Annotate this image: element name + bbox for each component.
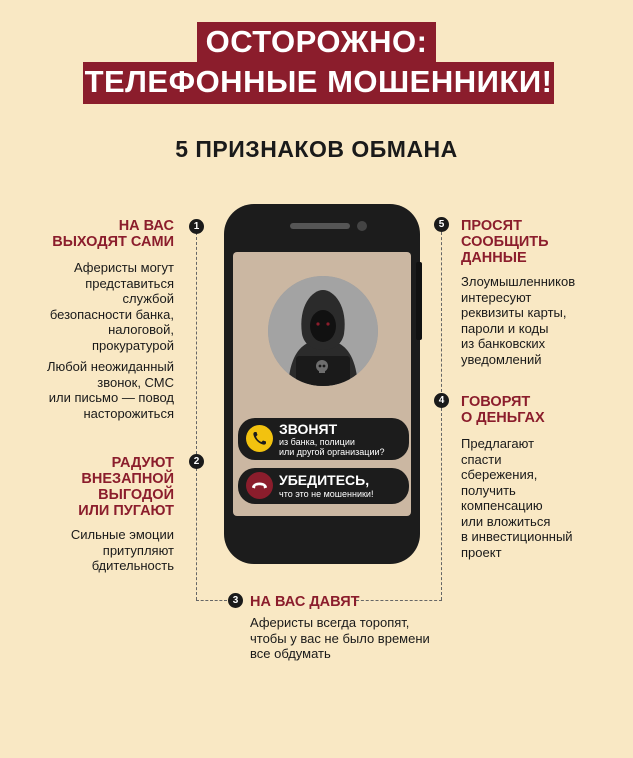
sign-1-note — [20, 359, 174, 421]
incoming-call-banner — [238, 418, 409, 460]
phone-decline-icon — [246, 472, 273, 499]
sign-4-text-line: проект — [461, 544, 502, 560]
sign-badge-4: 4 — [434, 393, 449, 408]
subtitle: 5 ПРИЗНАКОВ ОБМАНА — [175, 136, 458, 162]
sign-5-text-line: пароли и коды — [461, 320, 549, 336]
call-2-title: УБЕДИТЕСЬ, — [279, 472, 370, 488]
sign-1-text-line: службой — [122, 291, 174, 306]
sign-4-text-line: компенсацию — [461, 498, 543, 513]
sign-2-heading-line: ВНЕЗАПНОЙ — [81, 471, 174, 487]
sign-4-text-line: Предлагают — [461, 436, 535, 451]
sign-1-heading-line: НА ВАС — [118, 218, 174, 234]
sign-1-text — [20, 260, 174, 353]
verify-call-banner — [238, 468, 409, 504]
sign-4-text-line: получить — [461, 482, 516, 498]
sign-badge-3: 3 — [228, 593, 243, 608]
sign-3-text-line: чтобы у вас не было времени — [250, 630, 430, 646]
sign-2-text-line: Сильные эмоции — [70, 527, 174, 542]
sign-1-text-line: налоговой, — [108, 322, 174, 337]
phone-side-button — [416, 262, 422, 340]
sign-5-text-line: уведомлений — [461, 351, 542, 367]
call-2-subtitle — [279, 489, 407, 499]
sign-4-heading-line: О ДЕНЬГАХ — [461, 410, 545, 426]
sign-1-note-line: Любой неожиданный — [46, 359, 174, 374]
sign-1-text-line: безопасности банка, — [49, 306, 174, 322]
sign-4-text-line: спасти — [461, 451, 502, 467]
title-line-2: ТЕЛЕФОННЫЕ МОШЕННИКИ! — [83, 62, 554, 104]
connector-line-left-lower — [196, 468, 197, 600]
sign-5-text-line: из банковских — [461, 336, 546, 351]
sign-4-text-line: сбережения, — [461, 467, 538, 482]
sign-4-heading — [461, 394, 611, 426]
sign-2-text-line: притупляют — [102, 542, 174, 558]
sign-4-text-line: в инвестиционный — [461, 529, 573, 544]
sign-5-heading-line: ДАННЫЕ — [461, 250, 527, 266]
sign-3-text-line: все обдумать — [250, 646, 331, 661]
sign-4-heading-line: ГОВОРЯТ — [461, 394, 531, 410]
connector-line-left-upper — [196, 232, 197, 454]
sign-1-heading — [20, 218, 174, 250]
sign-3-text — [250, 615, 450, 662]
sign-5-text — [461, 274, 626, 367]
sign-1-heading-line: ВЫХОДЯТ САМИ — [52, 234, 174, 250]
sign-5-text-line: реквизиты карты, — [461, 305, 567, 320]
sign-2-heading-line: РАДУЮТ — [111, 455, 174, 471]
sign-2-heading — [20, 455, 174, 519]
sign-3-heading: НА ВАС ДАВЯТ — [250, 594, 360, 610]
sign-badge-1: 1 — [189, 219, 204, 234]
phone-speaker — [290, 223, 350, 229]
sign-1-note-line: или письмо — повод — [48, 390, 174, 405]
connector-line-right-lower — [441, 408, 442, 600]
connector-line-bottom-left — [196, 600, 227, 601]
sign-1-text-line: прокуратурой — [91, 337, 174, 353]
sign-2-text — [20, 527, 174, 574]
phone-answer-icon — [246, 425, 273, 452]
title-line-1: ОСТОРОЖНО: — [197, 22, 436, 64]
call-2-subtitle-line: что это не мошенники! — [279, 489, 374, 499]
sign-5-text-line: Злоумышленников — [461, 274, 576, 289]
sign-badge-2: 2 — [189, 454, 204, 469]
sign-1-note-line: звонок, СМС — [97, 374, 174, 390]
sign-1-text-line: представиться — [85, 275, 174, 291]
sign-2-heading-line: ВЫГОДОЙ — [98, 487, 174, 503]
call-1-subtitle-line: из банка, полиции — [279, 437, 355, 447]
sign-1-text-line: Аферисты могут — [73, 260, 174, 275]
sign-2-text-line: бдительность — [91, 558, 174, 573]
phone-camera — [357, 221, 367, 231]
call-1-title: ЗВОНЯТ — [279, 421, 338, 437]
connector-line-right-upper — [441, 232, 442, 392]
sign-4-text-line: или вложиться — [461, 513, 551, 529]
sign-5-heading-line: ПРОСЯТ — [461, 218, 522, 234]
sign-5-heading-line: СООБЩИТЬ — [461, 234, 549, 250]
sign-5-heading — [461, 218, 611, 266]
call-1-subtitle — [279, 437, 407, 457]
sign-4-text — [461, 436, 626, 560]
call-1-subtitle-line: или другой организации? — [279, 447, 385, 457]
skull-icon — [313, 358, 331, 376]
sign-1-note-line: насторожиться — [83, 405, 174, 421]
sign-badge-5: 5 — [434, 217, 449, 232]
sign-5-text-line: интересуют — [461, 289, 532, 305]
sign-3-text-line: Аферисты всегда торопят, — [250, 615, 410, 630]
sign-2-heading-line: ИЛИ ПУГАЮТ — [78, 503, 174, 519]
